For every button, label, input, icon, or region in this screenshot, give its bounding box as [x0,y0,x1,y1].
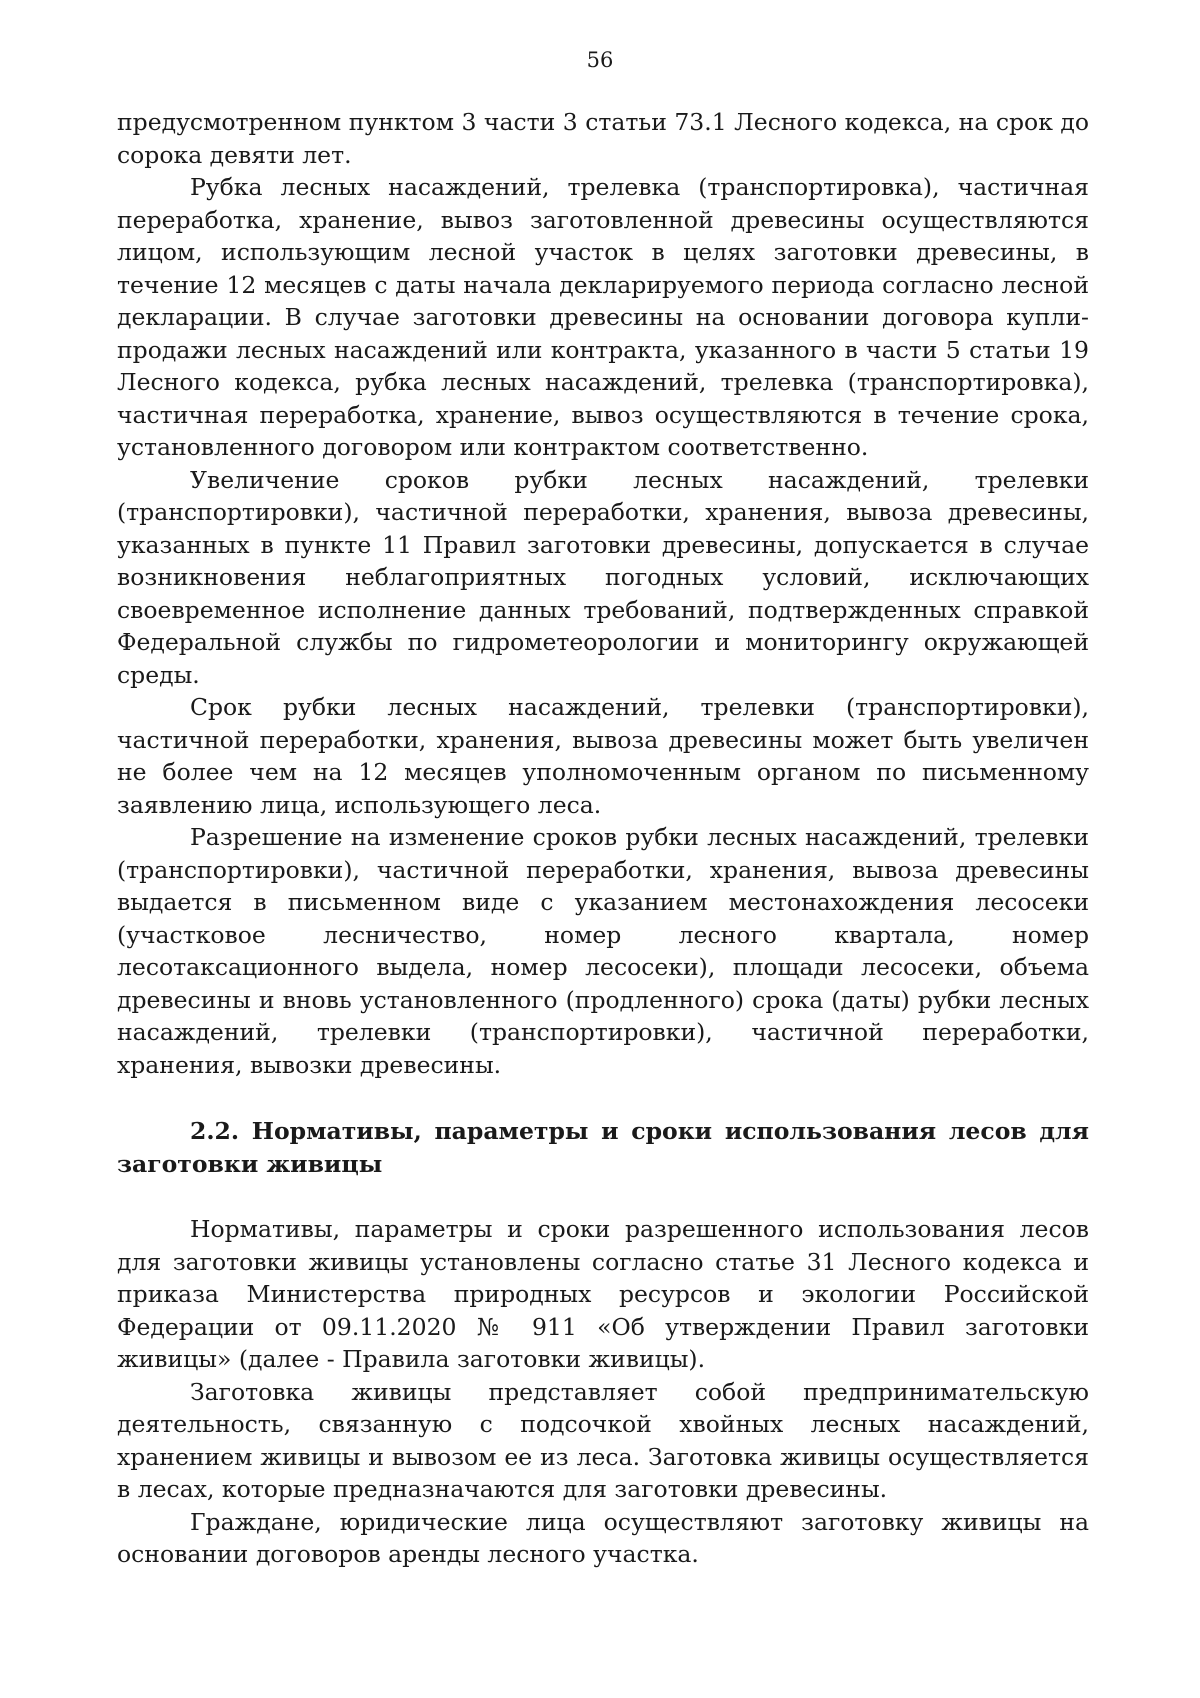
page-number: 56 [586,48,614,72]
paragraph: Рубка лесных насаждений, трелевка (транспортировка), частичная переработка, хранение, вывоз заготовленной древесины осуществляются лицом, использующим лесной участок в целях заготовки древесины, в течение 12 месяцев с даты начала декларируемого периода согласно лесной декларации. В случае заготовки древесины на основании договора купли-продажи лесных насаждений или контракта, указанного в части 5 статьи 19 Лесного кодекса, рубка лесных насаждений, трелевка (транспортировка), частичная переработка, хранение, вывоз осуществляются в течение срока, установленного договором или контрактом соответственно. [117,173,1089,461]
section-heading: 2.2. Нормативы, параметры и сроки использования лесов для заготовки живицы [117,1117,1089,1178]
document-body [117,106,1089,1571]
paragraph-continuation: предусмотренном пунктом 3 части 3 статьи 73.1 Лесного кодекса, на срок до сорока девяти лет. [117,108,1089,169]
paragraph: Заготовка живицы представляет собой предпринимательскую деятельность, связанную с подсочкой хвойных лесных насаждений, хранением живицы и вывозом ее из леса. Заготовка живицы осуществляется в лесах, которые предназначаются для заготовки древесины. [117,1377,1089,1503]
paragraph: Увеличение сроков рубки лесных насаждений, трелевки (транспортировки), частичной переработки, хранения, вывоза древесины, указанных в пункте 11 Правил заготовки древесины, допускается в случае возникновения неблагоприятных погодных условий, исключающих своевременное исполнение данных требований, подтвержденных справкой Федеральной службы по гидрометеорологии и мониторингу окружающей среды. [117,465,1089,689]
paragraph: Граждане, юридические лица осуществляют заготовку живицы на основании договоров аренды лесного участка. [117,1507,1089,1568]
paragraph: Срок рубки лесных насаждений, трелевки (транспортировки), частичной переработки, хранения, вывоза древесины может быть увеличен не более чем на 12 месяцев уполномоченным органом по письменному заявлению лица, использующего леса. [117,693,1089,819]
paragraph: Нормативы, параметры и сроки разрешенного использования лесов для заготовки живицы установлены согласно статье 31 Лесного кодекса и приказа Министерства природных ресурсов и экологии Российской Федерации от 09.11.2020 № 911 «Об утверждении Правил заготовки живицы» (далее - Правила заготовки живицы). [117,1215,1089,1373]
paragraph: Разрешение на изменение сроков рубки лесных насаждений, трелевки (транспортировки), частичной переработки, хранения, вывоза древесины выдается в письменном виде с указанием местонахождения лесосеки (участковое лесничество, номер лесного квартала, номер лесотаксационного выдела, номер лесосеки), площади лесосеки, объема древесины и вновь установленного (продленного) срока (даты) рубки лесных насаждений, трелевки (транспортировки), частичной переработки, хранения, вывозки древесины. [117,823,1089,1079]
